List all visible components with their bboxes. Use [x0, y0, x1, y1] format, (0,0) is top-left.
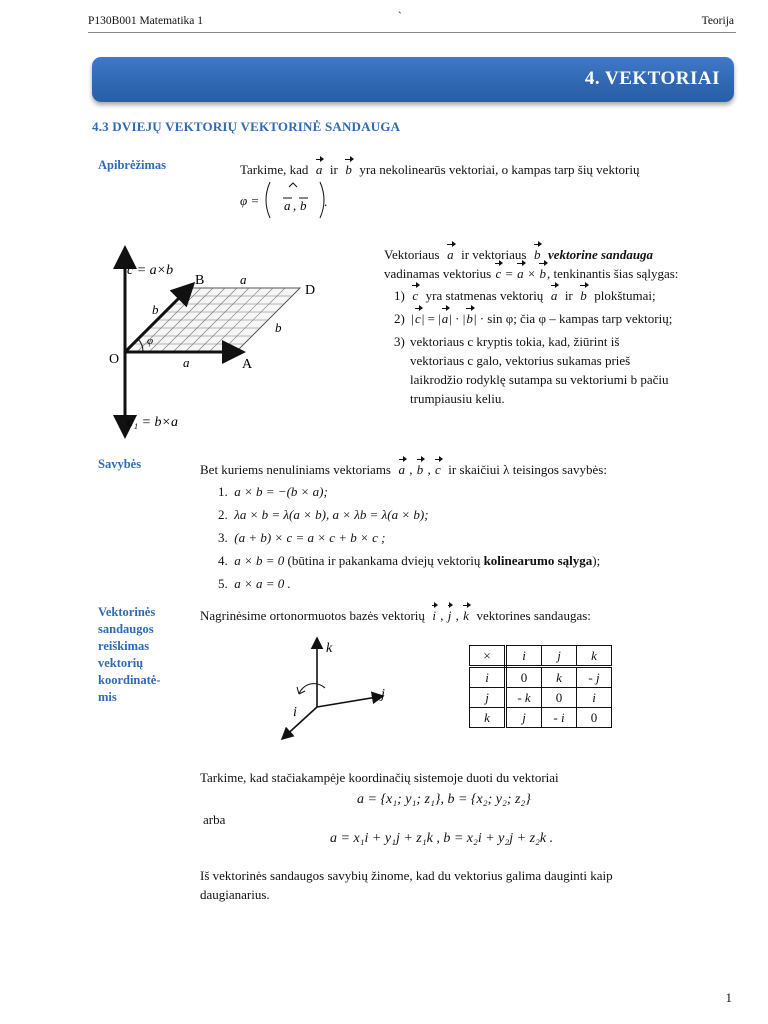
side-label-definition: Apibrėžimas [98, 158, 167, 172]
svg-text:,: , [293, 198, 297, 213]
coords-paragraph-2: Iš vektorinės sandaugos savybių žinome, kad du vektorius galima dauginti kaip daugianarius. [200, 868, 613, 902]
angle-formula: φ = a , b . [240, 180, 332, 220]
table-cell: i [506, 646, 542, 667]
axis-i-arrow [282, 707, 317, 739]
coords-intro: Nagrinėsime ortonormuotos bazės vektorių i , j , k vektorines sandaugas: [200, 608, 591, 623]
table-row [470, 708, 612, 728]
figure-label-c1: c₁ = b×a [127, 415, 178, 430]
table-cell: j [542, 646, 577, 667]
side-label-coordinates: Vektorinės sandaugos reiškimas vektorių koordinatė- mis [98, 605, 161, 704]
axis-j-arrow [317, 696, 383, 707]
conditions-list [394, 286, 729, 328]
figure-label-c: c = a×b [127, 263, 174, 278]
condition-1: 1) c yra statmenas vektorių a ir b plokštumai; [394, 288, 656, 303]
table-cell: - j [577, 667, 612, 688]
coords-equation-2: a = x₁i + y₁j + z₁k , b = x₂i + y₂j + z₂k . [330, 831, 554, 846]
figure-label-b-right: b [275, 320, 282, 335]
condition-3: 3) vektoriaus c kryptis tokia, kad, žiūrint iš vektoriaus c galo, vektorius sukamas prieš laikrodžio rodyklę sutampa su vektoriumi b pačiu trumpiausiu keliu. [394, 334, 669, 406]
table-cell: 0 [577, 708, 612, 728]
definition-intro: Tarkime, kad a ir b yra nekolinearūs vektoriai, o kampas tarp šių vektorių [240, 162, 640, 177]
coords-paragraph-1: Tarkime, kad stačiakampėje koordinačių sistemoje duoti du vektoriai [200, 770, 559, 785]
table-row [470, 667, 612, 688]
angle-formula-svg [262, 180, 332, 220]
header-divider [88, 32, 736, 33]
table-cell: 0 [542, 688, 577, 708]
table-row [470, 688, 612, 708]
figure-label-D: D [305, 283, 316, 298]
table-cell: k [470, 708, 506, 728]
header-section: Teorija [701, 15, 734, 27]
properties-list [218, 480, 728, 595]
figure-label-A: A [242, 357, 253, 372]
header-course: P130B001 Matematika 1 [88, 15, 203, 27]
properties-intro: Bet kuriems nenuliniams vektoriams a , b , c ir skaičiui λ teisingos savybės: [200, 462, 607, 477]
term-vector-product: vektorine sandauga [547, 247, 654, 262]
axis-label-j: j [381, 687, 385, 702]
section-title: 4.3 DVIEJŲ VEKTORIŲ VEKTORINĖ SANDAUGA [92, 119, 401, 134]
coords-equation-1: a = {x₁; y₁; z₁}, b = {x₂; y₂; z₂} [357, 792, 531, 807]
figure-label-B: B [195, 273, 205, 288]
basis-axes-figure [275, 632, 405, 747]
axis-label-k: k [326, 641, 333, 656]
property-item: 3. (a + b) × c = a × c + b × c ; [218, 530, 386, 545]
parallelogram-figure [95, 240, 335, 440]
svg-text:b: b [300, 198, 307, 213]
table-cell: i [470, 667, 506, 688]
table-cell: j [506, 708, 542, 728]
figure-label-a-top: a [240, 272, 247, 287]
axis-label-i: i [293, 705, 297, 720]
condition-2: 2) |c| = |a| · |b| · sin φ; čia φ – kampas tarp vektorių; [394, 311, 673, 326]
svg-text:.: . [324, 194, 328, 209]
table-header-row [470, 646, 612, 667]
cross-product-table [469, 645, 612, 728]
table-cell: j [470, 688, 506, 708]
chapter-title: 4. VEKTORIAI [584, 68, 720, 89]
header-mark: ` [398, 11, 402, 23]
definition-text: Vektoriaus a ir vektoriaus b vektorine sandauga vadinamas vektorius c = a × b, tenkinantis šias sąlygas: [384, 247, 679, 281]
coords-arba: arba [203, 812, 226, 827]
table-cell: k [577, 646, 612, 667]
property-item: 2. λa × b = λ(a × b), a × λb = λ(a × b); [218, 507, 429, 522]
table-cell: 0 [506, 667, 542, 688]
figure-label-a-bottom: a [183, 355, 190, 370]
side-label-properties: Savybės [98, 457, 142, 471]
chapter-banner [92, 57, 734, 102]
svg-text:a: a [284, 198, 291, 213]
figure-label-O: O [109, 352, 120, 367]
table-cell: - i [542, 708, 577, 728]
property-item: 5. a × a = 0 . [218, 576, 291, 591]
table-cell: k [542, 667, 577, 688]
property-item: 1. a × b = −(b × a); [218, 484, 328, 499]
table-cell: × [470, 646, 506, 667]
table-cell: i [577, 688, 612, 708]
angle-phi-label: φ [147, 335, 154, 347]
table-cell: - k [506, 688, 542, 708]
figure-label-b-left: b [152, 302, 159, 317]
property-item: 4. a × b = 0 (būtina ir pakankama dviejų vektorių kolinearumo sąlyga); [218, 553, 601, 568]
page-number: 1 [725, 990, 732, 1005]
